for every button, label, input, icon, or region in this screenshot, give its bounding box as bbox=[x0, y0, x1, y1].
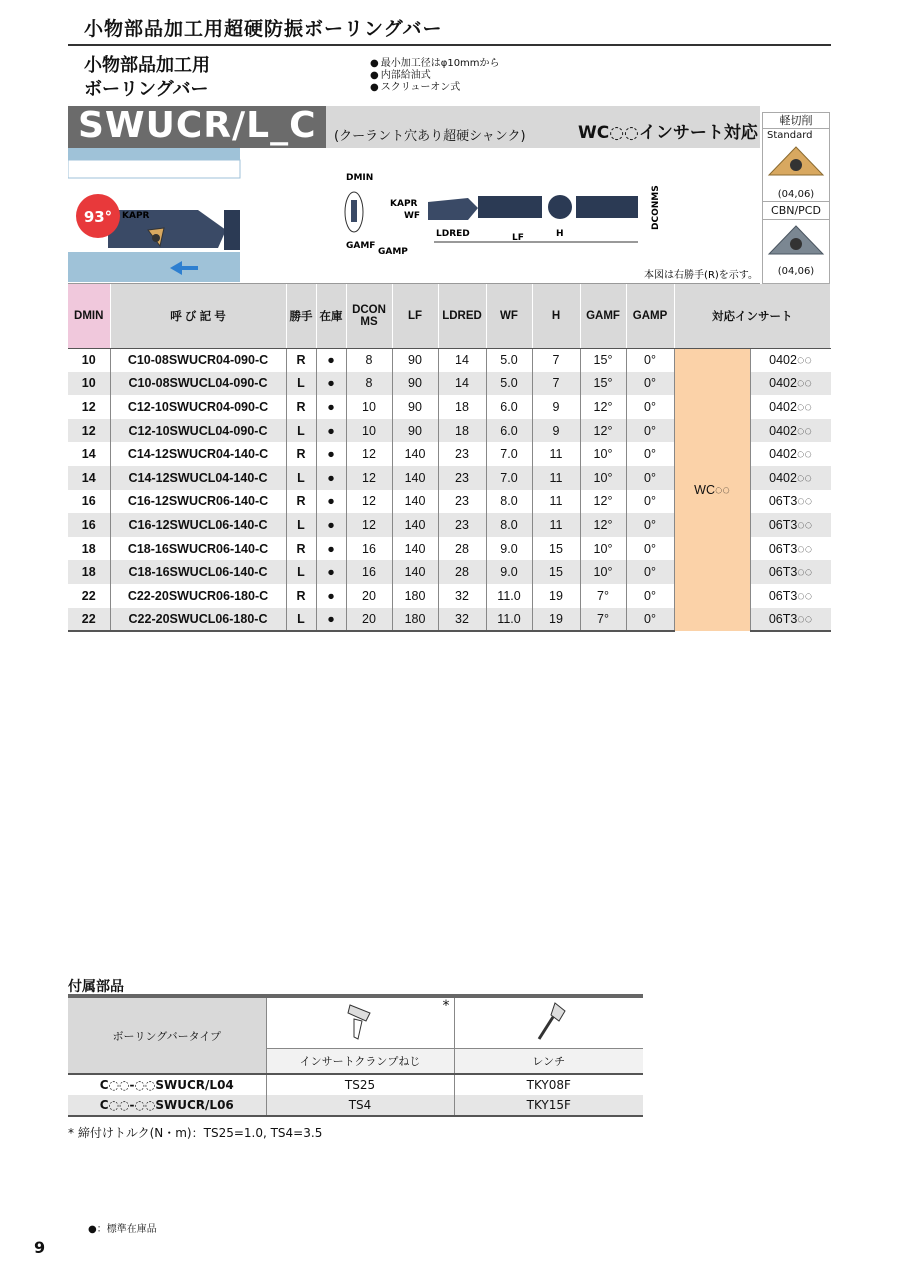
wrench-label: レンチ bbox=[454, 1048, 643, 1074]
cell-gamf: 12° bbox=[580, 395, 626, 419]
cell-hand: L bbox=[286, 608, 316, 632]
bore-wall-top bbox=[68, 148, 240, 160]
cell-dconms: 16 bbox=[346, 560, 392, 584]
screw-head bbox=[152, 234, 160, 242]
cell-lf: 90 bbox=[392, 419, 438, 443]
accessories-type-header: ボーリングバータイプ bbox=[68, 996, 266, 1074]
cbn-insert-image bbox=[763, 220, 829, 262]
h-label: H bbox=[556, 229, 564, 239]
cell-h: 19 bbox=[532, 608, 580, 632]
cell-gamf: 12° bbox=[580, 490, 626, 514]
accessories-header-row bbox=[68, 996, 643, 1048]
cell-dconms: 12 bbox=[346, 513, 392, 537]
model-subtitle: (クーラント穴あり超硬シャンク) bbox=[334, 129, 526, 144]
cell-dmin: 14 bbox=[68, 466, 110, 490]
header-stock: 在庫 bbox=[316, 284, 346, 348]
cell-hand: R bbox=[286, 584, 316, 608]
screw-icon-cell bbox=[266, 996, 454, 1048]
cell-gamp: 0° bbox=[626, 513, 674, 537]
cell-dmin: 14 bbox=[68, 442, 110, 466]
accessory-wrench: TKY15F bbox=[526, 1098, 571, 1112]
subtitle-line1: 小物部品加工用 bbox=[84, 55, 210, 76]
cell-ldred: 14 bbox=[438, 372, 486, 396]
cell-h: 9 bbox=[532, 395, 580, 419]
cell-dmin: 18 bbox=[68, 560, 110, 584]
cell-dconms: 10 bbox=[346, 395, 392, 419]
cell-dmin: 12 bbox=[68, 419, 110, 443]
gamp-label: GAMP bbox=[378, 247, 408, 257]
accessory-type bbox=[68, 1095, 266, 1116]
cell-gamp: 0° bbox=[626, 348, 674, 372]
wrench-icon bbox=[529, 999, 569, 1043]
cell-insert: 06T3◌◌ bbox=[750, 560, 831, 584]
header-insert: 対応インサート bbox=[674, 284, 831, 348]
cell-h: 15 bbox=[532, 560, 580, 584]
insert-type-cell: WC◌◌ bbox=[674, 348, 750, 631]
cell-gamf: 7° bbox=[580, 584, 626, 608]
accessories-table bbox=[68, 994, 643, 1117]
cell-lf: 140 bbox=[392, 560, 438, 584]
accessory-type-prefix: C◌◌-◌◌ bbox=[99, 1078, 156, 1092]
cell-hand: R bbox=[286, 395, 316, 419]
cell-gamp: 0° bbox=[626, 584, 674, 608]
torque-note-star: * bbox=[68, 1126, 74, 1140]
cell-dmin: 22 bbox=[68, 584, 110, 608]
cell-dmin: 22 bbox=[68, 608, 110, 632]
cell-insert: 0402◌◌ bbox=[750, 466, 831, 490]
cell-gamf: 10° bbox=[580, 466, 626, 490]
diagram-note: 本図は右勝手(R)を示す。 bbox=[644, 270, 758, 281]
cell-lf: 90 bbox=[392, 348, 438, 372]
cell-gamp: 0° bbox=[626, 442, 674, 466]
cell-h: 11 bbox=[532, 466, 580, 490]
cell-dmin: 16 bbox=[68, 490, 110, 514]
header-gamp: GAMP bbox=[626, 284, 674, 348]
cell-stock: ● bbox=[316, 608, 346, 632]
cell-wf: 6.0 bbox=[486, 419, 532, 443]
cell-gamf: 15° bbox=[580, 348, 626, 372]
cell-insert: 0402◌◌ bbox=[769, 353, 812, 368]
cell-wf: 6.0 bbox=[486, 395, 532, 419]
cell-wf: 11.0 bbox=[486, 584, 532, 608]
cell-gamp: 0° bbox=[626, 372, 674, 396]
cell-gamf: 12° bbox=[580, 513, 626, 537]
dmin-label: DMIN bbox=[346, 173, 374, 183]
accessories-row bbox=[68, 1095, 643, 1116]
header-lf: LF bbox=[392, 284, 438, 348]
wf-label: WF bbox=[404, 211, 421, 221]
cell-insert: 0402◌◌ bbox=[769, 399, 812, 414]
cell-stock: ● bbox=[316, 513, 346, 537]
title-rule bbox=[68, 44, 831, 46]
cell-hand: R bbox=[286, 537, 316, 561]
cell-hand: L bbox=[286, 513, 316, 537]
cell-code: C18-16SWUCR06-140-C bbox=[110, 537, 286, 561]
cell-gamp: 0° bbox=[626, 490, 674, 514]
cell-hand: L bbox=[286, 419, 316, 443]
cell-code: C22-20SWUCL06-180-C bbox=[110, 608, 286, 632]
cell-ldred: 32 bbox=[438, 584, 486, 608]
kapr-label-left: KAPR bbox=[122, 211, 150, 221]
table-header-row bbox=[68, 284, 831, 348]
cell-dmin: 18 bbox=[68, 537, 110, 561]
table-body bbox=[68, 348, 831, 631]
ldred-label: LDRED bbox=[436, 229, 470, 239]
cell-gamp: 0° bbox=[626, 537, 674, 561]
lf-label: LF bbox=[512, 233, 524, 243]
bar-section bbox=[351, 200, 357, 222]
cell-gamp: 0° bbox=[626, 419, 674, 443]
header-h: H bbox=[532, 284, 580, 348]
cell-dconms: 10 bbox=[346, 419, 392, 443]
cell-code: C10-08SWUCL04-090-C bbox=[110, 372, 286, 396]
cell-dconms: 20 bbox=[346, 608, 392, 632]
header-code: 呼 び 記 号 bbox=[110, 284, 286, 348]
cell-dconms: 8 bbox=[346, 372, 392, 396]
header-hand: 勝手 bbox=[286, 284, 316, 348]
standard-label: Standard bbox=[767, 130, 813, 141]
accessory-type-suffix: SWUCR/L04 bbox=[155, 1078, 234, 1092]
cell-code: C14-12SWUCR04-140-C bbox=[110, 442, 286, 466]
cell-ldred: 28 bbox=[438, 537, 486, 561]
feature-bullet: ● 内部給油式 bbox=[370, 70, 500, 82]
accessory-type-suffix: SWUCR/L06 bbox=[155, 1098, 234, 1112]
cell-hand: L bbox=[286, 560, 316, 584]
side-head bbox=[428, 198, 478, 220]
cell-hand: L bbox=[286, 372, 316, 396]
cell-gamf: 10° bbox=[580, 560, 626, 584]
cell-gamp: 0° bbox=[626, 560, 674, 584]
side-neck bbox=[478, 196, 542, 218]
cell-stock: ● bbox=[316, 442, 346, 466]
accessory-type bbox=[68, 1074, 266, 1095]
stock-legend: ●：標準在庫品 bbox=[88, 1224, 157, 1235]
feature-bullet: ● スクリューオン式 bbox=[370, 82, 500, 94]
cell-gamf: 15° bbox=[580, 372, 626, 396]
cell-stock: ● bbox=[316, 419, 346, 443]
page-title: 小物部品加工用超硬防振ボーリングバー bbox=[84, 18, 443, 40]
cell-wf: 8.0 bbox=[486, 490, 532, 514]
cell-h: 11 bbox=[532, 442, 580, 466]
diagram-svg bbox=[68, 148, 760, 284]
insert-panel bbox=[762, 112, 830, 284]
cell-wf: 11.0 bbox=[486, 608, 532, 632]
cell-wf: 5.0 bbox=[486, 348, 532, 372]
side-shank bbox=[576, 196, 638, 218]
cell-insert: 0402◌◌ bbox=[769, 447, 812, 462]
cell-dmin: 12 bbox=[68, 395, 110, 419]
cell-lf: 90 bbox=[392, 395, 438, 419]
cell-lf: 140 bbox=[392, 466, 438, 490]
cell-ldred: 14 bbox=[438, 348, 486, 372]
cell-lf: 140 bbox=[392, 513, 438, 537]
cell-insert: 06T3◌◌ bbox=[750, 513, 831, 537]
cell-h: 7 bbox=[532, 372, 580, 396]
cell-hand: R bbox=[286, 348, 316, 372]
cell-stock: ● bbox=[316, 560, 346, 584]
cell-hand: R bbox=[286, 442, 316, 466]
table-row bbox=[68, 348, 831, 372]
cell-lf: 140 bbox=[392, 442, 438, 466]
cell-insert: 06T3◌◌ bbox=[768, 588, 813, 603]
cell-dmin: 10 bbox=[68, 372, 110, 396]
standard-insert-hole bbox=[790, 159, 802, 171]
feature-bullet: ● 最小加工径はφ10mmから bbox=[370, 58, 500, 70]
cell-code: C16-12SWUCR06-140-C bbox=[110, 490, 286, 514]
cell-insert: 06T3◌◌ bbox=[768, 494, 813, 509]
cell-code: C10-08SWUCR04-090-C bbox=[110, 348, 286, 372]
accessories-title: 付属部品 bbox=[68, 979, 124, 995]
screw-icon-head bbox=[348, 1005, 370, 1021]
model-name: SWUCR/L_C bbox=[68, 106, 326, 148]
cell-ldred: 23 bbox=[438, 466, 486, 490]
cell-gamf: 7° bbox=[580, 608, 626, 632]
screw-label: インサートクランプねじ bbox=[266, 1048, 454, 1074]
cell-stock: ● bbox=[316, 466, 346, 490]
accessory-screw: TS4 bbox=[266, 1095, 454, 1116]
cell-ldred: 28 bbox=[438, 560, 486, 584]
cell-h: 11 bbox=[532, 513, 580, 537]
cell-stock: ● bbox=[316, 537, 346, 561]
page-number: 9 bbox=[34, 1238, 46, 1257]
header-dconms: DCON MS bbox=[346, 284, 392, 348]
header-gamf: GAMF bbox=[580, 284, 626, 348]
cell-stock: ● bbox=[316, 372, 346, 396]
cell-gamf: 10° bbox=[580, 537, 626, 561]
cell-dconms: 12 bbox=[346, 442, 392, 466]
cell-insert: 0402◌◌ bbox=[750, 419, 831, 443]
angle-value: 93° bbox=[83, 208, 113, 226]
bore-gap bbox=[68, 160, 240, 178]
cell-code: C16-12SWUCL06-140-C bbox=[110, 513, 286, 537]
kapr-label: KAPR bbox=[390, 199, 418, 209]
cell-h: 19 bbox=[532, 584, 580, 608]
cell-stock: ● bbox=[316, 395, 346, 419]
cell-lf: 180 bbox=[392, 584, 438, 608]
light-cut-label: 軽切削 bbox=[763, 113, 829, 129]
cell-wf: 7.0 bbox=[486, 442, 532, 466]
cell-code: C14-12SWUCL04-140-C bbox=[110, 466, 286, 490]
accessory-type-prefix: C◌◌-◌◌ bbox=[99, 1098, 156, 1112]
cell-h: 9 bbox=[532, 419, 580, 443]
cell-code: C12-10SWUCR04-090-C bbox=[110, 395, 286, 419]
header-dmin: DMIN bbox=[68, 284, 110, 348]
cell-wf: 9.0 bbox=[486, 560, 532, 584]
standard-sizes: (04,06) bbox=[763, 188, 829, 202]
cell-lf: 180 bbox=[392, 608, 438, 632]
cell-gamp: 0° bbox=[626, 466, 674, 490]
cell-stock: ● bbox=[316, 490, 346, 514]
tool-shank bbox=[224, 210, 240, 250]
cell-dconms: 8 bbox=[346, 348, 392, 372]
cell-ldred: 23 bbox=[438, 442, 486, 466]
spec-table bbox=[68, 284, 831, 632]
cell-code: C12-10SWUCL04-090-C bbox=[110, 419, 286, 443]
insert-compatibility: WC◌◌インサート対応 bbox=[578, 123, 758, 143]
cell-wf: 8.0 bbox=[486, 513, 532, 537]
cell-gamp: 0° bbox=[626, 608, 674, 632]
cell-wf: 7.0 bbox=[486, 466, 532, 490]
cell-h: 11 bbox=[532, 490, 580, 514]
cell-gamf: 10° bbox=[580, 442, 626, 466]
accessory-wrench: TKY08F bbox=[526, 1078, 571, 1092]
cell-hand: R bbox=[286, 490, 316, 514]
cell-stock: ● bbox=[316, 584, 346, 608]
cell-lf: 140 bbox=[392, 490, 438, 514]
cell-stock: ● bbox=[316, 348, 346, 372]
cell-insert: 0402◌◌ bbox=[750, 372, 831, 396]
cell-hand: L bbox=[286, 466, 316, 490]
gamf-label: GAMF bbox=[346, 241, 376, 251]
cell-insert: 06T3◌◌ bbox=[750, 608, 831, 632]
cell-insert: 06T3◌◌ bbox=[768, 541, 813, 556]
torque-asterisk: * bbox=[442, 998, 450, 1014]
cell-code: C22-20SWUCR06-180-C bbox=[110, 584, 286, 608]
cell-ldred: 18 bbox=[438, 419, 486, 443]
cell-dconms: 12 bbox=[346, 490, 392, 514]
accessory-screw: TS25 bbox=[266, 1074, 454, 1095]
cell-wf: 9.0 bbox=[486, 537, 532, 561]
cell-gamf: 12° bbox=[580, 419, 626, 443]
standard-insert-image bbox=[763, 143, 829, 185]
header-ldred: LDRED bbox=[438, 284, 486, 348]
dconms-label: DCONMS bbox=[651, 185, 661, 230]
cell-lf: 90 bbox=[392, 372, 438, 396]
cell-dmin: 16 bbox=[68, 513, 110, 537]
cbn-label: CBN/PCD bbox=[763, 202, 829, 220]
tool-diagram bbox=[68, 148, 760, 284]
cbn-sizes: (04,06) bbox=[777, 266, 815, 277]
cell-ldred: 32 bbox=[438, 608, 486, 632]
header-wf: WF bbox=[486, 284, 532, 348]
torque-note-text: 締付けトルク(N・m)：TS25=1.0, TS4=3.5 bbox=[77, 1126, 323, 1140]
cell-dmin: 10 bbox=[68, 348, 110, 372]
screw-icon bbox=[340, 999, 380, 1043]
cell-dconms: 16 bbox=[346, 537, 392, 561]
cell-dconms: 12 bbox=[346, 466, 392, 490]
torque-note bbox=[68, 1124, 322, 1141]
wrench-icon-shaft bbox=[539, 1017, 553, 1039]
cell-ldred: 23 bbox=[438, 490, 486, 514]
cell-ldred: 18 bbox=[438, 395, 486, 419]
cell-wf: 5.0 bbox=[486, 372, 532, 396]
cell-gamp: 0° bbox=[626, 395, 674, 419]
cell-h: 7 bbox=[532, 348, 580, 372]
cell-dconms: 20 bbox=[346, 584, 392, 608]
wrench-icon-cell bbox=[454, 996, 643, 1048]
accessories-row bbox=[68, 1074, 643, 1095]
cell-code: C18-16SWUCL06-140-C bbox=[110, 560, 286, 584]
cell-lf: 140 bbox=[392, 537, 438, 561]
cell-h: 15 bbox=[532, 537, 580, 561]
cell-ldred: 23 bbox=[438, 513, 486, 537]
subtitle-line2: ボーリングバー bbox=[84, 79, 209, 100]
bore-wall-bottom bbox=[68, 252, 240, 282]
feature-bullets bbox=[370, 58, 500, 94]
shank-section bbox=[548, 195, 572, 219]
screw-icon-thread bbox=[354, 1019, 362, 1039]
cbn-insert-hole bbox=[790, 238, 802, 250]
